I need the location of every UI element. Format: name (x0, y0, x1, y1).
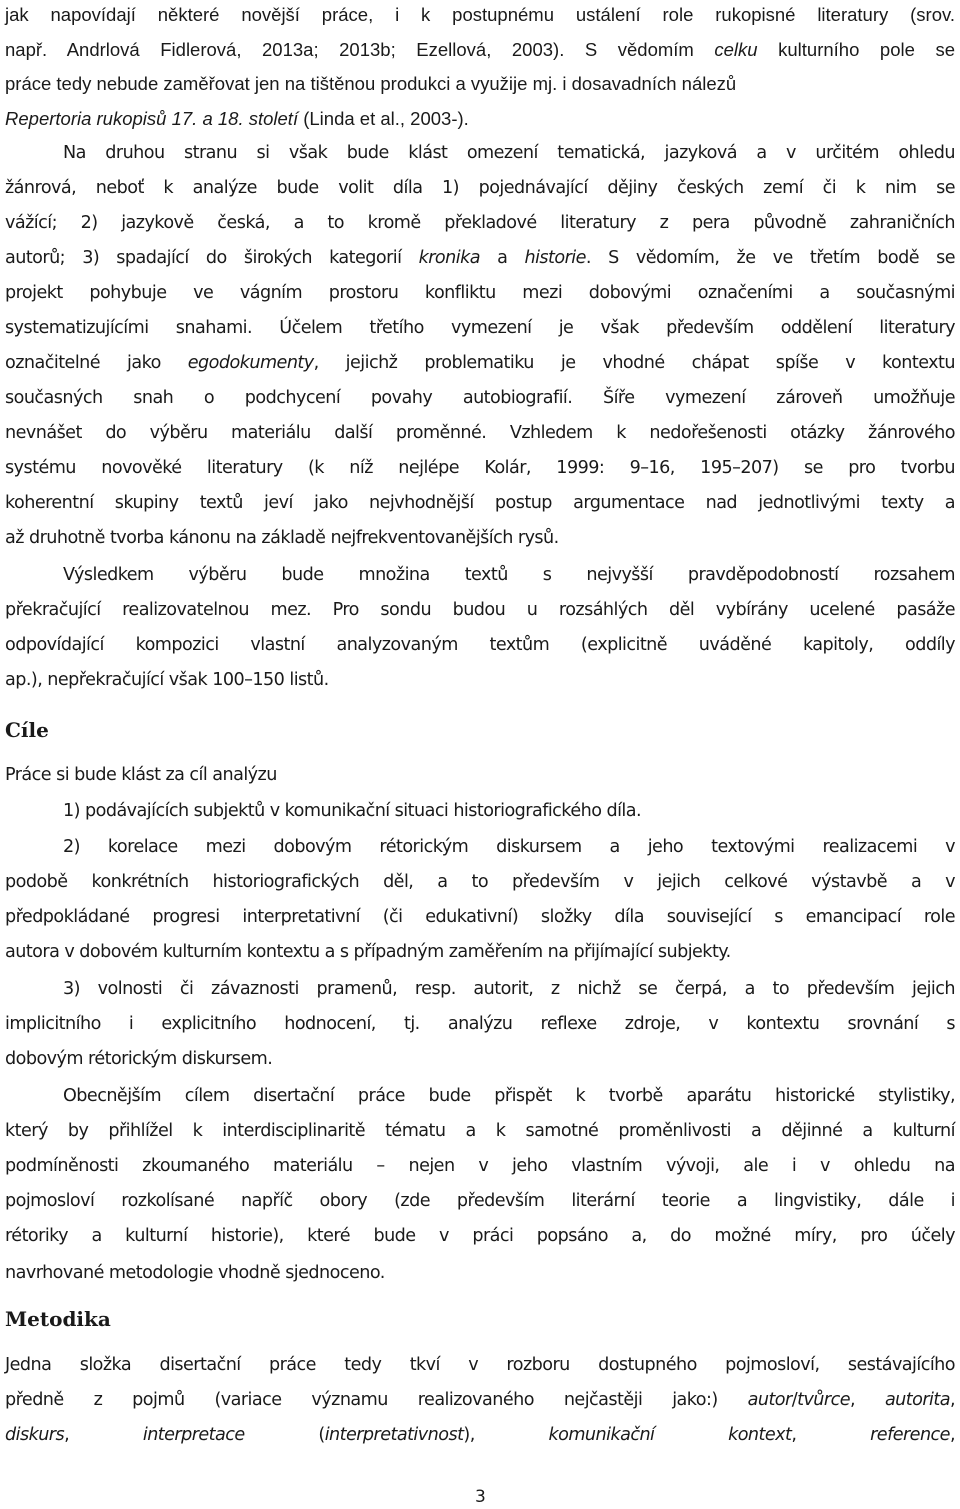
para1-line-3: vážící; 2) jazykově česká, a to kromě překladové literatury z pera původně zahraničních (5, 213, 955, 233)
cile-item-2-line-4: autora v dobovém kulturním kontextu a s případným zaměřením na přijímající subjekty. (5, 942, 731, 962)
text-run: např. Andrlová Fidlerová, 2013a; 2013b; Ezellová, 2003). S vědomím (5, 39, 715, 60)
cile-para-line-6: navrhované metodologie vhodně sjednoceno. (5, 1263, 385, 1283)
text-run: ( (318, 1425, 325, 1445)
italic-term: interpretativnost (324, 1425, 464, 1445)
text-run: ), (463, 1425, 475, 1445)
text-run: , (949, 1425, 955, 1445)
italic-term: interpretace (142, 1425, 245, 1445)
cile-para-line-1: Obecnějším cílem disertační práce bude přispět k tvorbě aparátu historické stylistiky, (63, 1086, 955, 1106)
italic-term: kontext (728, 1425, 792, 1445)
para1-line-9: nevnášet do výběru materiálu další proměnné. Vzhledem k nedořešenosti otázky žánrového (5, 423, 955, 443)
para1-line-10: systému novověké literatury (k níž nejlépe Kolár, 1999: 9–16, 195–207) se pro tvorbu (5, 458, 955, 478)
heading-cile: Cíle (5, 718, 49, 742)
page-number: 3 (475, 1487, 486, 1507)
intro-line-2 (5, 39, 955, 61)
para1-line-7 (5, 353, 955, 373)
para1-line-11: koherentní skupiny textů jeví jako nejvhodnější postup argumentace nad jednotlivými texty a (5, 493, 955, 513)
cile-para-line-2: který by přihlížel k interdisciplinaritě tématu a k samotné proměnlivosti a dějinné a kulturní (5, 1121, 955, 1141)
italic-term: autor (747, 1390, 792, 1410)
cile-item-3-line-2: implicitního i explicitního hodnocení, tj. analýzu reflexe zdroje, v kontextu srovnání s (5, 1014, 955, 1034)
text-run: autorů; 3) spadající do širokých kategorií (5, 248, 419, 268)
cile-item-2-line-3: předpokládané progresi interpretativní (či edukativní) složky díla související s emancipací role (5, 907, 955, 927)
cile-item-2-line-2: podobě konkrétních historiografických děl, a to především v jejich celkové výstavbě a v (5, 872, 955, 892)
cile-item-3-line-1: 3) volnosti či závaznosti pramenů, resp. autorit, z nichž se čerpá, a to především jejich (63, 979, 955, 999)
text-run: a (479, 248, 525, 268)
para2-line-3: odpovídající kompozici vlastní analyzovaným textům (explicitně uváděné kapitoly, oddíly (5, 635, 955, 655)
metodika-line-1: Jedna složka disertační práce tedy tkví v rozboru dostupného pojmosloví, sestávajícího (5, 1355, 955, 1375)
text-run: . S vědomím, že ve třetím bodě se (585, 248, 955, 268)
cile-item-3-line-3: dobovým rétorickým diskursem. (5, 1049, 273, 1069)
italic-term: komunikační (548, 1425, 655, 1445)
para1-line-2: žánrová, neboť k analýze bude volit díla 1) pojednávající dějiny českých zemí či k nim se (5, 178, 955, 198)
para1-line-1: Na druhou stranu si však bude klást omezení tematická, jazyková a v určitém ohledu (63, 143, 955, 163)
para1-line-12: až druhotně tvorba kánonu na základě nejfrekventovanějších rysů. (5, 528, 559, 548)
cile-para-line-4: pojmosloví rozkolísané napříč obory (zde především literární teorie a lingvistiky, dále i (5, 1191, 955, 1211)
text-run: , (949, 1390, 955, 1410)
italic-term: kronika (418, 248, 480, 268)
italic-term: reference (870, 1425, 950, 1445)
para2-line-1: Výsledkem výběru bude množina textů s nejvyšší pravděpodobností rozsahem (63, 565, 955, 585)
cile-para-line-5: rétoriky a kulturní historie), které bude v práci popsáno a, do možné míry, pro účely (5, 1226, 955, 1246)
italic-term: tvůrce (797, 1390, 850, 1410)
text-run: / (791, 1390, 798, 1410)
italic-title: Repertoria rukopisů 17. a 18. století (5, 108, 299, 129)
para1-line-8: současných snah o podchycení povahy autobiografií. Šíře vymezení zároveň umožňuje (5, 388, 955, 408)
italic-term: historie (524, 248, 586, 268)
heading-metodika: Metodika (5, 1307, 111, 1331)
text-run: , jejichž problematiku je vhodné chápat spíše v kontextu (313, 353, 955, 373)
intro-line-4 (5, 108, 955, 130)
para2-line-4: ap.), nepřekračující však 100–150 listů. (5, 670, 329, 690)
para1-line-4 (5, 248, 955, 268)
text-run: , (64, 1425, 70, 1445)
text-run: , (791, 1425, 797, 1445)
italic-term: celku (714, 39, 758, 60)
italic-term: autorita (884, 1390, 950, 1410)
text-run: , (850, 1390, 885, 1410)
text-run: kulturního pole se (757, 39, 955, 60)
para1-line-5: projekt pohybuje ve vágním prostoru konfliktu mezi dobovými označeními a současnými (5, 283, 955, 303)
text-run: (Linda et al., 2003-). (298, 108, 469, 129)
text-run: předně z pojmů (variace významu realizovaného nejčastěji jako:) (5, 1390, 748, 1410)
cile-item-2-line-1: 2) korelace mezi dobovým rétorickým diskursem a jeho textovými realizacemi v (63, 837, 955, 857)
intro-line-1: jak napovídají některé novější práce, i k postupnému ustálení role rukopisné literatury (srov. (5, 4, 955, 25)
italic-term: egodokumenty (187, 353, 314, 373)
cile-intro: Práce si bude klást za cíl analýzu (5, 765, 277, 785)
italic-term: diskurs (5, 1425, 65, 1445)
text-run: označitelné jako (5, 353, 188, 373)
cile-item-1: 1) podávajících subjektů v komunikační situaci historiografického díla. (63, 801, 642, 821)
intro-line-3: práce tedy nebude zaměřovat jen na tištěnou produkci a využije mj. i dosavadních nálezů (5, 73, 737, 94)
para2-line-2: překračující realizovatelnou mez. Pro sondu budou u rozsáhlých děl vybírány ucelené pasáže (5, 600, 955, 620)
metodika-line-2 (5, 1390, 955, 1410)
metodika-line-3 (5, 1425, 955, 1445)
cile-para-line-3: podmíněnosti zkoumaného materiálu – nejen v jeho vlastním vývoji, ale i v ohledu na (5, 1156, 955, 1176)
para1-line-6: systematizujícími snahami. Účelem třetího vymezení je však především oddělení literatury (5, 318, 955, 338)
